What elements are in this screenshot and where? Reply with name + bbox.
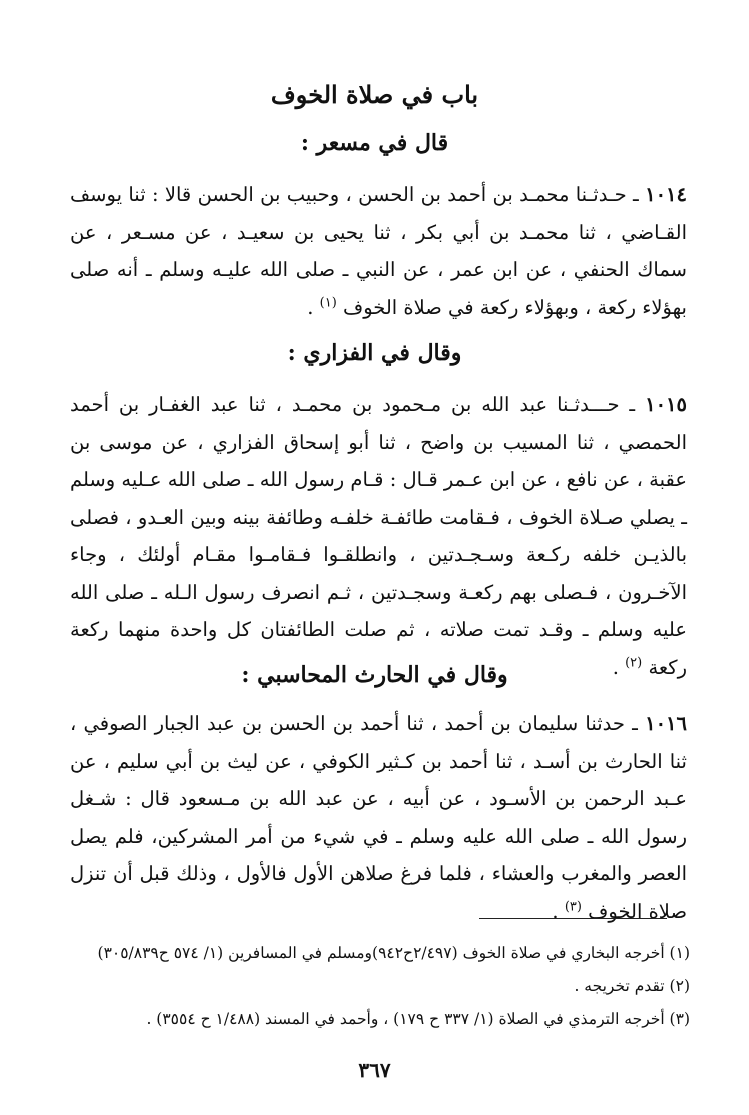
page-number: ٣٦٧ — [358, 1058, 391, 1082]
hadith-text: ـ حـدثـنا محمـد بن أحمد بن الحسن ، وحبيب بن الحسن قالا : ثنا يوسف القـاضي ، ثنا محمـد بن أبي بكر ، ثنا يحيى بن سعيـد ، عن مسـعر ، عن سماك الحنفي ، عن ابن عمر ، عن النبي ـ صلى الله عليـه وسلم ـ أنه صلى بهؤلاء ركعة ، وبهؤلاء ركعة في صلاة الخوف — [70, 183, 687, 319]
paragraph-end: . — [307, 295, 320, 319]
section-heading: وقال في الفزاري : — [287, 340, 462, 366]
hadith-number: ١٠١٦ — [645, 712, 687, 735]
section-heading: وقال في الحارث المحاسبي : — [241, 662, 508, 688]
paragraph-end: . — [552, 899, 565, 923]
paragraph-end: . — [612, 655, 626, 679]
hadith-paragraph — [70, 705, 687, 930]
hadith-number: ١٠١٤ — [645, 183, 687, 206]
hadith-text: ـ حـــدثـنا عبد الله بن مـحمود بن محمـد ، ثنا عبد الغفـار بن أحمد الحمصي ، ثنا المسيب بن واضح ، ثنا أبو إسحاق الفزاري ، عن موسى بن عقبة ، عن نافع ، عن ابن عـمر قـال : قـام رسول الله ـ صلى الله عـليه وسلم ـ يصلي صـلاة الخوف ، فـقامت طائفـة خلفـه وطائفة بينه وبين العـدو ، فصلى بالذيـن خلفه ركـعة وسـجـدتين ، وانطلقـوا فـقامـوا مقـام أولئك ، وجاء الآخـرون ، فـصلى بهم ركعـة وسجـدتين ، ثـم انصرف رسول الـله ـ صلى الله عليه وسلم ـ وقـد تمت صلاته ، ثم صلت الطائفتان كل واحدة منهما ركعة ركعة — [70, 393, 687, 679]
section-heading: قال في مسعر : — [300, 130, 449, 156]
hadith-text: ـ حدثنا سليمان بن أحمد ، ثنا أحمد بن الحسن بن عبد الجبار الصوفي ، ثنا الحارث بن أسـد ، ثنا أحمد بن كـثير الكوفي ، عن ليث بن أبي سليم ، عن عـبد الرحمن بن الأسـود ، عن أبيه ، عن عبد الله بن مـسعود قال : شـغل رسول الله ـ صلى الله عليه وسلم ـ في شيء من أمر المشركين، فلم يصل العصر والمغرب والعشاء ، فلما فرغ صلاهن الأول فالأول ، وذلك قبل أن تنزل صلاة الخوف — [70, 712, 687, 923]
hadith-paragraph — [70, 386, 687, 686]
hadith-number: ١٠١٥ — [645, 393, 687, 416]
footnote-reference: (١) — [319, 295, 337, 310]
footnote: (٢) تقدم تخريجه . — [574, 977, 690, 995]
hadith-paragraph — [70, 176, 687, 326]
footnote-reference: (٢) — [625, 655, 643, 670]
footnote: (٣) أخرجه الترمذي في الصلاة (١/ ٣٣٧ ح ١٧٩) ، وأحمد في المسند (١/٤٨٨ ح ٣٥٥٤) . — [146, 1010, 690, 1028]
footnote-reference: (٣) — [564, 899, 582, 914]
footnotes — [70, 937, 690, 1036]
footnote: (١) أخرجه البخاري في صلاة الخوف (٢/٤٩٧ح٩٤٢)ومسلم في المسافرين (١/ ٥٧٤ ح٣٠٥/٨٣٩) — [97, 944, 690, 962]
footnote-divider — [479, 918, 667, 919]
chapter-title: باب في صلاة الخوف — [270, 80, 479, 109]
